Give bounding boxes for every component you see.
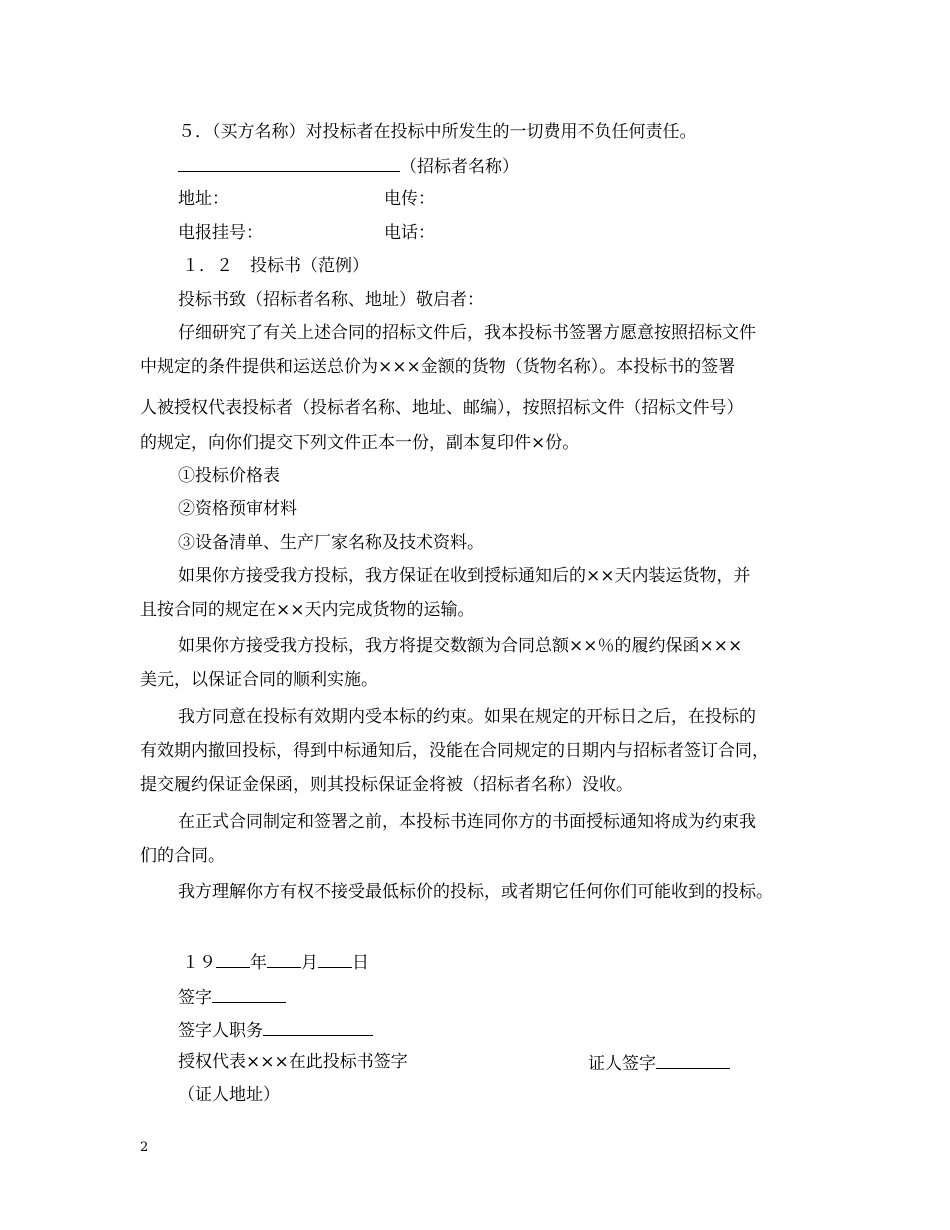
paragraph-5-line-2: 们的合同。 [140, 846, 225, 866]
list-item: ③设备清单、生产厂家名称及技术资料。 [178, 533, 484, 553]
signature-blank [212, 986, 286, 1003]
clause-5: ５．（买方名称）对投标者在投标中所发生的一切费用不负任何责任。 [178, 122, 697, 142]
date-day-label: 日 [352, 953, 369, 973]
signature-label: 签字 [178, 988, 212, 1008]
date-prefix: １９ [182, 953, 216, 973]
paragraph-1-line-2: 中规定的条件提供和运送总价为×××金额的货物（货物名称）。本投标书的签署 [140, 357, 736, 377]
signer-title-line [178, 1019, 373, 1041]
signer-title-label: 签字人职务 [178, 1021, 263, 1041]
date-line [182, 951, 369, 973]
witness-address: （证人地址） [178, 1085, 280, 1105]
paragraph-4-line-2: 有效期内撤回投标，得到中标通知后，没能在合同规定的日期内与招标者签订合同， [140, 741, 769, 761]
paragraph-1-line-4: 的规定，向你们提交下列文件正本一份，副本复印件×份。 [140, 433, 580, 453]
blank-underline [178, 155, 400, 172]
section-title: １．２ 投标书（范例） [182, 256, 369, 276]
bidder-name-line [178, 155, 519, 177]
address-label: 地址： [178, 189, 229, 209]
paragraph-4-line-3: 提交履约保证金保函，则其投标保证金将被（招标者名称）没收。 [140, 775, 633, 795]
telegraph-label: 电报挂号： [178, 223, 263, 243]
page-number: 2 [140, 1140, 149, 1155]
paragraph-5-line-1: 在正式合同制定和签署之前，本投标书连同你方的书面授标通知将成为约束我 [178, 812, 756, 832]
phone-label: 电话： [384, 223, 435, 243]
fax-label: 电传： [384, 189, 435, 209]
month-blank [267, 951, 301, 968]
list-item: ②资格预审材料 [178, 499, 297, 519]
paragraph-1-line-3: 人被授权代表投标者（投标者名称、地址、邮编），按照招标文件（招标文件号） [140, 398, 744, 418]
signature-line [178, 986, 286, 1008]
paragraph-2-line-1: 如果你方接受我方投标，我方保证在收到授标通知后的××天内装运货物，并 [178, 566, 751, 586]
year-blank [216, 951, 250, 968]
authorized-rep-line: 授权代表×××在此投标书签字 [178, 1052, 408, 1072]
day-blank [318, 951, 352, 968]
signer-title-blank [263, 1019, 373, 1036]
list-item: ①投标价格表 [178, 466, 280, 486]
witness-signature-label: 证人签字 [588, 1054, 656, 1074]
paragraph-3-line-1: 如果你方接受我方投标，我方将提交数额为合同总额××％的履约保函××× [178, 636, 743, 656]
date-year-label: 年 [250, 953, 267, 973]
paragraph-3-line-2: 美元，以保证合同的顺利实施。 [140, 670, 378, 690]
paragraph-2-line-2: 且按合同的规定在××天内完成货物的运输。 [140, 600, 475, 620]
date-month-label: 月 [301, 953, 318, 973]
paragraph-6: 我方理解你方有权不接受最低标价的投标，或者期它任何你们可能收到的投标。 [178, 882, 773, 902]
bidder-name-label: （招标者名称） [400, 157, 519, 177]
witness-signature-blank [656, 1052, 730, 1069]
paragraph-4-line-1: 我方同意在投标有效期内受本标的约束。如果在规定的开标日之后，在投标的 [178, 707, 756, 727]
salutation: 投标书致（招标者名称、地址）敬启者： [178, 290, 484, 310]
paragraph-1-line-1: 仔细研究了有关上述合同的招标文件后，我本投标书签署方愿意按照招标文件 [178, 323, 756, 343]
witness-signature-line [588, 1052, 730, 1074]
